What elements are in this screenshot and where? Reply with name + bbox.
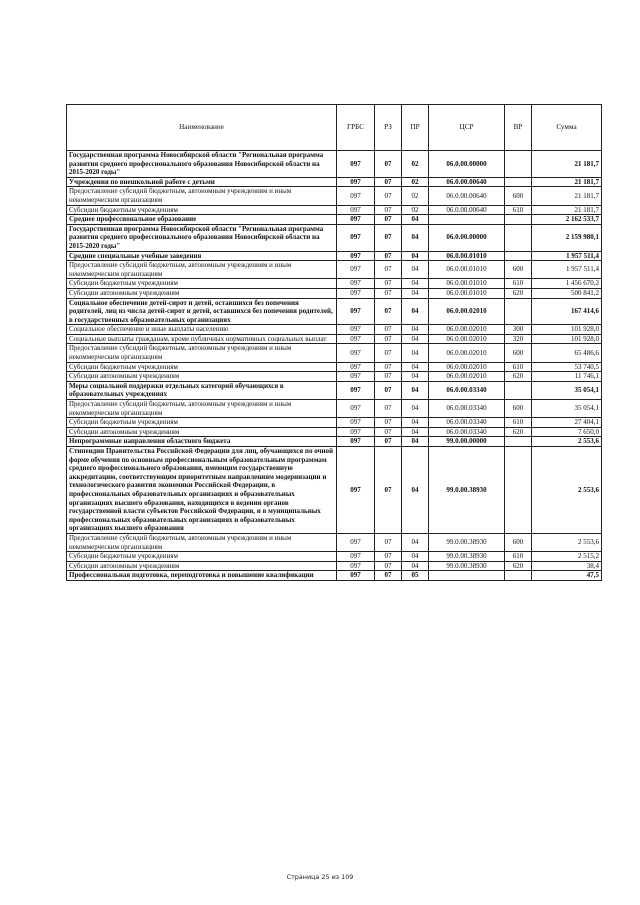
cell-vr: 300	[505, 325, 532, 335]
cell-name: Предоставление субсидий бюджетным, автономным учреждениям и иным некоммерческим организациям	[67, 261, 337, 279]
cell-rz: 07	[375, 427, 402, 437]
cell-sum: 7 650,0	[532, 427, 602, 437]
table-row	[67, 298, 602, 325]
cell-pr: 04	[402, 362, 429, 372]
cell-pr: 02	[402, 205, 429, 215]
cell-rz: 07	[375, 362, 402, 372]
cell-csr: 06.0.00.02010	[429, 372, 505, 382]
table-row	[67, 215, 602, 225]
cell-csr: 06.0.00.01010	[429, 261, 505, 279]
cell-pr: 04	[402, 261, 429, 279]
cell-sum: 47,5	[532, 571, 602, 581]
table-row	[67, 205, 602, 215]
cell-vr	[505, 298, 532, 325]
header-pr: ПР	[402, 105, 429, 151]
cell-sum: 65 486,6	[532, 344, 602, 362]
cell-csr: 06.0.00.02010	[429, 298, 505, 325]
cell-grbs: 097	[337, 177, 375, 187]
cell-sum: 2 553,6	[532, 437, 602, 447]
cell-vr	[505, 224, 532, 251]
table-row	[67, 261, 602, 279]
cell-grbs: 097	[337, 325, 375, 335]
table-row	[67, 344, 602, 362]
cell-grbs: 097	[337, 552, 375, 562]
cell-rz: 07	[375, 372, 402, 382]
header-grbs: ГРБС	[337, 105, 375, 151]
cell-sum: 53 740,5	[532, 362, 602, 372]
table-header-row	[67, 105, 602, 151]
cell-pr: 04	[402, 372, 429, 382]
page-number: Страница 25 из 109	[286, 873, 354, 881]
cell-grbs: 097	[337, 447, 375, 534]
cell-csr: 06.0.00.00640	[429, 187, 505, 205]
cell-name: Субсидии автономным учреждениям	[67, 427, 337, 437]
cell-name: Субсидии автономным учреждениям	[67, 561, 337, 571]
cell-pr: 04	[402, 215, 429, 225]
cell-name: Социальное обеспечение детей-сирот и детей, оставшихся без попечения родителей, лиц из числа детей-сирот и детей, оставшихся без попечения родителей, в государственных образовательных организациях	[67, 298, 337, 325]
cell-rz: 07	[375, 251, 402, 261]
cell-pr: 04	[402, 344, 429, 362]
cell-name: Стипендии Правительства Российской Федерации для лиц, обучающихся по очной форме обучения по основным профессиональным образовательным программам среднего профессионального образования, имеющим государственную аккредитацию, соответствующим приоритетным направлениям модернизации и технологического развития экономики Российской Федерации, в профессиональных образовательных организациях и образовательных организациях высшего образования, находящихся в ведении органов государственной власти субъектов Российской Федерации, и в муниципальных профессиональных образовательных организациях и образовательных организациях высшего образования	[67, 447, 337, 534]
header-vr: ВР	[505, 105, 532, 151]
table-row	[67, 187, 602, 205]
cell-csr: 99.0.00.38930	[429, 552, 505, 562]
cell-vr: 620	[505, 561, 532, 571]
cell-rz: 07	[375, 334, 402, 344]
cell-sum: 1 957 511,4	[532, 251, 602, 261]
cell-grbs: 097	[337, 571, 375, 581]
cell-vr: 600	[505, 344, 532, 362]
cell-grbs: 097	[337, 215, 375, 225]
cell-sum: 167 414,6	[532, 298, 602, 325]
cell-name: Профессиональная подготовка, переподготовка и повышение квалификации	[67, 571, 337, 581]
cell-pr: 04	[402, 552, 429, 562]
cell-name: Социальное обеспечение и иные выплаты населению	[67, 325, 337, 335]
cell-pr: 04	[402, 325, 429, 335]
cell-rz: 07	[375, 418, 402, 428]
cell-pr: 04	[402, 400, 429, 418]
cell-name: Субсидии автономным учреждениям	[67, 288, 337, 298]
cell-grbs: 097	[337, 381, 375, 399]
cell-vr: 320	[505, 334, 532, 344]
cell-csr	[429, 571, 505, 581]
table-row	[67, 224, 602, 251]
cell-vr: 610	[505, 552, 532, 562]
cell-pr: 04	[402, 251, 429, 261]
table-body	[67, 151, 602, 581]
cell-name: Субсидии бюджетным учреждениям	[67, 205, 337, 215]
cell-csr: 06.0.00.01010	[429, 279, 505, 289]
cell-csr: 99.0.00.38930	[429, 447, 505, 534]
table-row	[67, 381, 602, 399]
cell-pr: 04	[402, 279, 429, 289]
table-row	[67, 447, 602, 534]
cell-sum: 21 181,7	[532, 187, 602, 205]
table-row	[67, 552, 602, 562]
cell-rz: 07	[375, 561, 402, 571]
cell-rz: 07	[375, 298, 402, 325]
cell-sum: 1 957 511,4	[532, 261, 602, 279]
cell-grbs: 097	[337, 251, 375, 261]
cell-grbs: 097	[337, 224, 375, 251]
cell-sum: 2 162 533,7	[532, 215, 602, 225]
cell-csr	[429, 215, 505, 225]
cell-csr: 99.0.00.00000	[429, 437, 505, 447]
header-sum: Сумма	[532, 105, 602, 151]
cell-rz: 07	[375, 215, 402, 225]
cell-csr: 06.0.00.03340	[429, 427, 505, 437]
cell-grbs: 097	[337, 334, 375, 344]
cell-vr	[505, 177, 532, 187]
table-row	[67, 571, 602, 581]
cell-rz: 07	[375, 400, 402, 418]
cell-pr: 04	[402, 427, 429, 437]
cell-rz: 07	[375, 533, 402, 551]
cell-vr: 600	[505, 261, 532, 279]
cell-pr: 04	[402, 381, 429, 399]
table-row	[67, 288, 602, 298]
cell-vr	[505, 571, 532, 581]
cell-sum: 38,4	[532, 561, 602, 571]
cell-pr: 05	[402, 571, 429, 581]
cell-grbs: 097	[337, 151, 375, 178]
cell-rz: 07	[375, 437, 402, 447]
cell-name: Субсидии автономным учреждениям	[67, 372, 337, 382]
cell-pr: 04	[402, 561, 429, 571]
cell-sum: 2 159 980,1	[532, 224, 602, 251]
table-row	[67, 251, 602, 261]
cell-vr: 610	[505, 362, 532, 372]
cell-name: Учреждения по внешкольной работе с детьми	[67, 177, 337, 187]
cell-pr: 04	[402, 298, 429, 325]
cell-csr: 06.0.00.00000	[429, 224, 505, 251]
cell-csr: 06.0.00.03340	[429, 400, 505, 418]
cell-rz: 07	[375, 279, 402, 289]
cell-vr: 620	[505, 372, 532, 382]
table-row	[67, 437, 602, 447]
cell-grbs: 097	[337, 533, 375, 551]
cell-vr: 610	[505, 279, 532, 289]
cell-csr: 06.0.00.01010	[429, 251, 505, 261]
cell-rz: 07	[375, 224, 402, 251]
cell-grbs: 097	[337, 437, 375, 447]
budget-table	[66, 104, 602, 581]
cell-csr: 06.0.00.02010	[429, 362, 505, 372]
cell-sum: 21 181,7	[532, 177, 602, 187]
cell-vr: 600	[505, 533, 532, 551]
table-row	[67, 279, 602, 289]
cell-csr: 06.0.00.02010	[429, 325, 505, 335]
cell-vr	[505, 215, 532, 225]
cell-rz: 07	[375, 261, 402, 279]
cell-csr: 06.0.00.02010	[429, 334, 505, 344]
cell-rz: 07	[375, 344, 402, 362]
cell-name: Государственная программа Новосибирской области "Региональная программа развития среднего профессионального образования Новосибирской области на 2015-2020 годы"	[67, 224, 337, 251]
cell-vr: 610	[505, 418, 532, 428]
cell-name: Средние специальные учебные заведения	[67, 251, 337, 261]
cell-vr	[505, 151, 532, 178]
cell-name: Субсидии бюджетным учреждениям	[67, 362, 337, 372]
table-row	[67, 325, 602, 335]
cell-sum: 2 515,2	[532, 552, 602, 562]
cell-vr: 620	[505, 288, 532, 298]
cell-csr: 06.0.00.00640	[429, 177, 505, 187]
cell-csr: 06.0.00.00000	[429, 151, 505, 178]
cell-grbs: 097	[337, 261, 375, 279]
cell-csr: 06.0.00.00640	[429, 205, 505, 215]
cell-vr: 600	[505, 400, 532, 418]
cell-grbs: 097	[337, 205, 375, 215]
cell-pr: 04	[402, 418, 429, 428]
table-row	[67, 533, 602, 551]
table-row	[67, 400, 602, 418]
cell-sum: 101 928,0	[532, 334, 602, 344]
table-row	[67, 334, 602, 344]
cell-name: Предоставление субсидий бюджетным, автономным учреждениям и иным некоммерческим организациям	[67, 344, 337, 362]
cell-grbs: 097	[337, 372, 375, 382]
cell-vr	[505, 447, 532, 534]
cell-sum: 500 841,2	[532, 288, 602, 298]
cell-pr: 04	[402, 437, 429, 447]
cell-sum: 2 553,6	[532, 447, 602, 534]
cell-grbs: 097	[337, 187, 375, 205]
cell-csr: 06.0.00.02010	[429, 344, 505, 362]
cell-pr: 02	[402, 187, 429, 205]
cell-grbs: 097	[337, 418, 375, 428]
table-row	[67, 177, 602, 187]
cell-csr: 99.0.00.38930	[429, 533, 505, 551]
cell-name: Меры социальной поддержки отдельных категорий обучающихся в образовательных учреждениях	[67, 381, 337, 399]
cell-vr	[505, 381, 532, 399]
table-row	[67, 151, 602, 178]
cell-pr: 04	[402, 447, 429, 534]
header-rz: РЗ	[375, 105, 402, 151]
cell-sum: 21 181,7	[532, 151, 602, 178]
cell-grbs: 097	[337, 561, 375, 571]
cell-sum: 21 181,7	[532, 205, 602, 215]
cell-name: Государственная программа Новосибирской области "Региональная программа развития среднего профессионального образования Новосибирской области на 2015-2020 годы"	[67, 151, 337, 178]
cell-name: Предоставление субсидий бюджетным, автономным учреждениям и иным некоммерческим организациям	[67, 187, 337, 205]
cell-csr: 06.0.00.03340	[429, 418, 505, 428]
cell-sum: 101 928,0	[532, 325, 602, 335]
cell-name: Непрограммные направления областного бюджета	[67, 437, 337, 447]
cell-vr	[505, 251, 532, 261]
cell-vr: 620	[505, 427, 532, 437]
cell-csr: 99.0.00.38930	[429, 561, 505, 571]
cell-pr: 04	[402, 334, 429, 344]
cell-rz: 07	[375, 177, 402, 187]
cell-name: Социальные выплаты гражданам, кроме публичных нормативных социальных выплат	[67, 334, 337, 344]
cell-sum: 11 746,1	[532, 372, 602, 382]
cell-rz: 07	[375, 187, 402, 205]
header-csr: ЦСР	[429, 105, 505, 151]
cell-grbs: 097	[337, 344, 375, 362]
cell-name: Субсидии бюджетным учреждениям	[67, 552, 337, 562]
cell-rz: 07	[375, 151, 402, 178]
cell-rz: 07	[375, 447, 402, 534]
cell-csr: 06.0.00.03340	[429, 381, 505, 399]
cell-pr: 02	[402, 151, 429, 178]
cell-grbs: 097	[337, 427, 375, 437]
cell-sum: 27 404,1	[532, 418, 602, 428]
cell-vr: 610	[505, 205, 532, 215]
cell-rz: 07	[375, 571, 402, 581]
cell-name: Субсидии бюджетным учреждениям	[67, 418, 337, 428]
cell-sum: 2 553,6	[532, 533, 602, 551]
cell-name: Предоставление субсидий бюджетным, автономным учреждениям и иным некоммерческим организациям	[67, 533, 337, 551]
cell-vr: 600	[505, 187, 532, 205]
cell-grbs: 097	[337, 288, 375, 298]
cell-pr: 04	[402, 224, 429, 251]
cell-sum: 35 054,1	[532, 381, 602, 399]
cell-rz: 07	[375, 205, 402, 215]
cell-pr: 04	[402, 533, 429, 551]
table-row	[67, 372, 602, 382]
header-name: Наименование	[67, 105, 337, 151]
cell-sum: 1 456 670,2	[532, 279, 602, 289]
table-row	[67, 427, 602, 437]
cell-sum: 35 054,1	[532, 400, 602, 418]
cell-rz: 07	[375, 552, 402, 562]
cell-grbs: 097	[337, 362, 375, 372]
cell-csr: 06.0.00.01010	[429, 288, 505, 298]
cell-rz: 07	[375, 288, 402, 298]
cell-vr	[505, 437, 532, 447]
table-row	[67, 561, 602, 571]
table-row	[67, 362, 602, 372]
cell-rz: 07	[375, 325, 402, 335]
cell-rz: 07	[375, 381, 402, 399]
cell-pr: 04	[402, 288, 429, 298]
cell-name: Среднее профессиональное образование	[67, 215, 337, 225]
table-row	[67, 418, 602, 428]
cell-pr: 02	[402, 177, 429, 187]
cell-grbs: 097	[337, 298, 375, 325]
cell-grbs: 097	[337, 400, 375, 418]
cell-grbs: 097	[337, 279, 375, 289]
cell-name: Субсидии бюджетным учреждениям	[67, 279, 337, 289]
cell-name: Предоставление субсидий бюджетным, автономным учреждениям и иным некоммерческим организациям	[67, 400, 337, 418]
